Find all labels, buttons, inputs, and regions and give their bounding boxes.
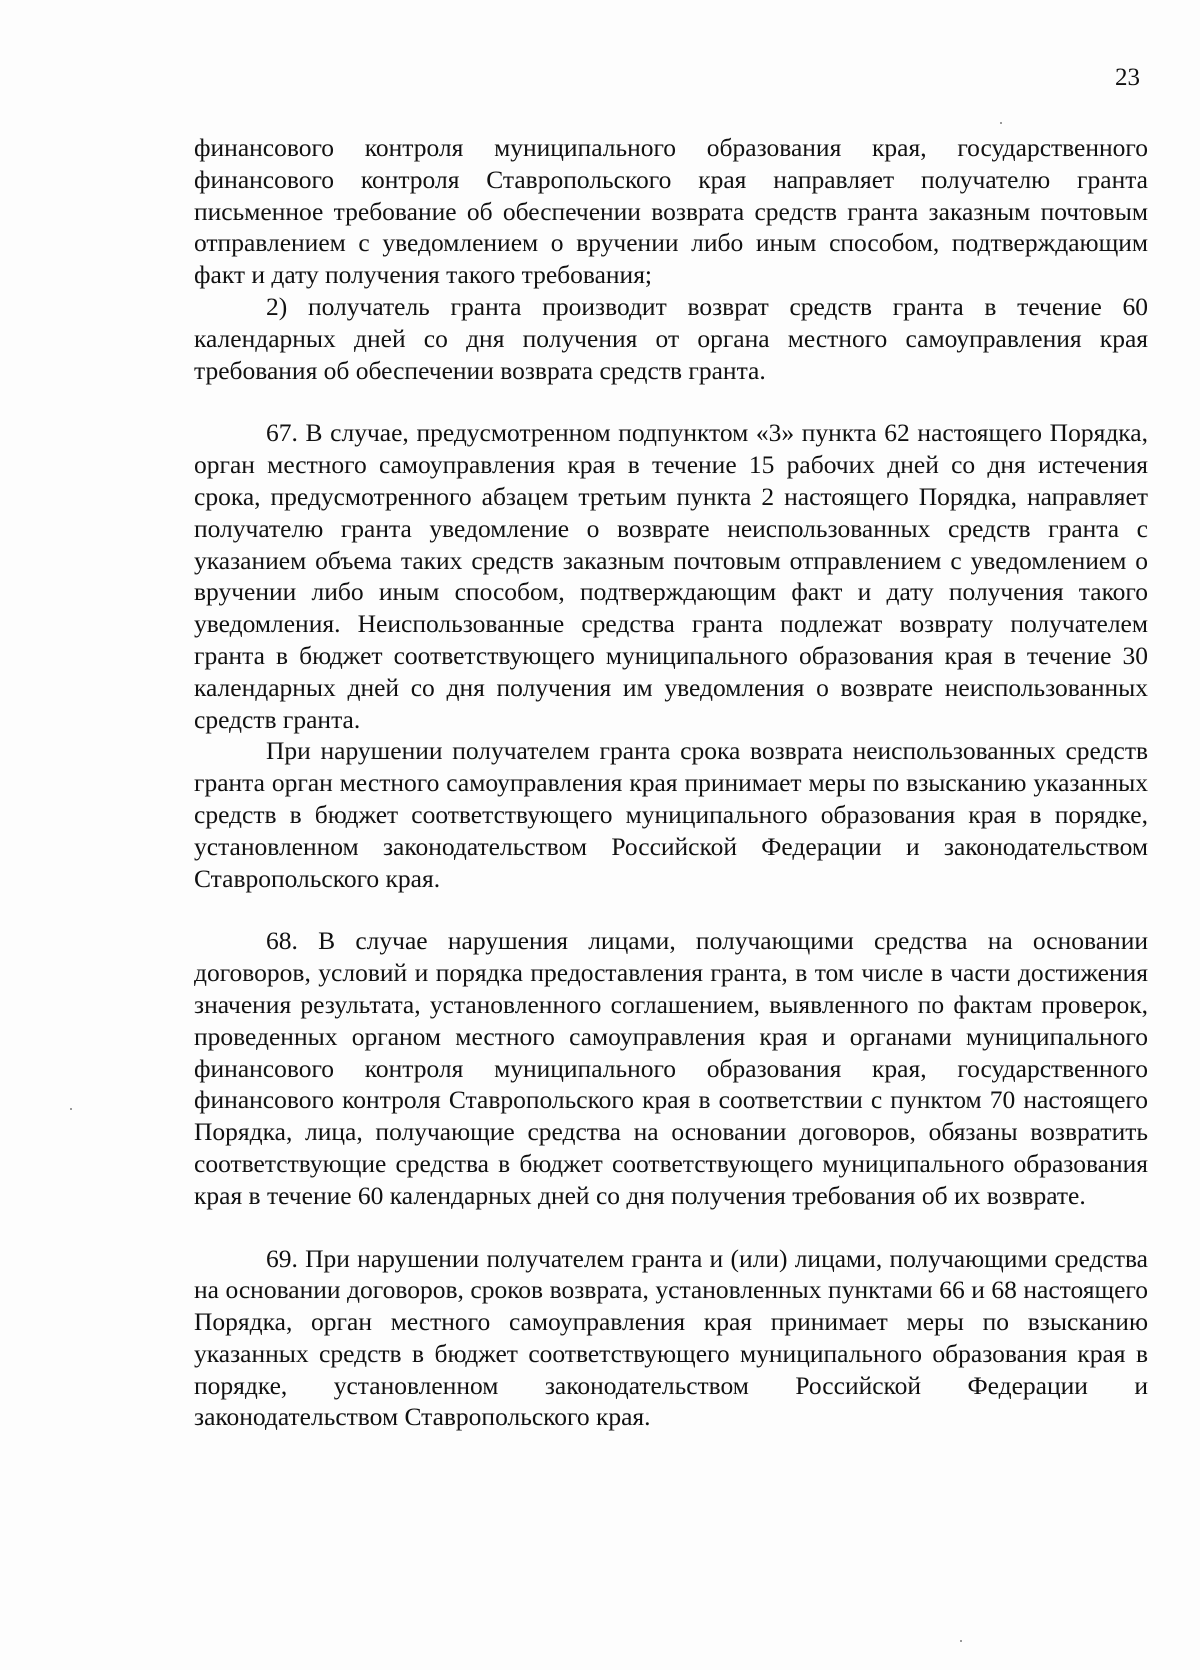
paragraph-69: 69. При нарушении получателем гранта и (или) лицами, получающими средства на основании договоров, сроков возврата, установленных пунктами 66 и 68 настоящего Порядка, орган местного самоуправления края принимает меры по взысканию указанных средств в бюджет соответствующего муниципального образования края в порядке, установленном законодательством Российской Федерации и законодательством Ставропольского края. bbox=[194, 1243, 1148, 1432]
scan-speck bbox=[70, 1108, 72, 1110]
paragraph-subitem-2: 2) получатель гранта производит возврат средств гранта в течение 60 календарных дней со дня получения от органа местного самоуправления края требования об обеспечении возврата средств гранта. bbox=[194, 291, 1148, 385]
paragraph-continuation: финансового контроля муниципального образования края, государственного финансового контроля Ставропольского края направляет получателю гранта письменное требование об обеспечении возврата средств гранта заказным почтовым отправлением с уведомлением о вручении либо иным способом, подтверждающим факт и дату получения такого требования; bbox=[194, 133, 1148, 290]
scan-speck bbox=[1000, 122, 1002, 124]
paragraph-68: 68. В случае нарушения лицами, получающими средства на основании договоров, условий и порядка предоставления гранта, в том числе в части достижения значения результата, установленного соглашением, выявленного по фактам проверок, проведенных органом местного самоуправления края и органами муниципального финансового контроля муниципального образования края, государственного финансового контроля Ставропольского края в соответствии с пунктом 70 настоящего Порядка, лица, получающие средства на основании договоров, обязаны возвратить соответствующие средства в бюджет соответствующего муниципального образования края в течение 60 календарных дней со дня получения требования об их возврате. bbox=[194, 926, 1148, 1210]
scan-speck bbox=[960, 1640, 962, 1642]
paragraph-67-violation: При нарушении получателем гранта срока возврата неиспользованных средств гранта орган местного самоуправления края принимает меры по взысканию указанных средств в бюджет соответствующего муниципального образования края в порядке, установленном законодательством Российской Федерации и законодательством Ставропольского края. bbox=[194, 736, 1148, 893]
document-body bbox=[194, 132, 1148, 1433]
paragraph-67: 67. В случае, предусмотренном подпунктом «3» пункта 62 настоящего Порядка, орган местного самоуправления края в течение 15 рабочих дней со дня истечения срока, предусмотренного абзацем третьим пункта 2 настоящего Порядка, направляет получателю гранта уведомление о возврате неиспользованных средств гранта с указанием объема таких средств заказным почтовым отправлением с уведомлением о вручении либо иным способом, подтверждающим факт и дату получения такого уведомления. Неиспользованные средства гранта подлежат возврату получателем гранта в бюджет соответствующего муниципального образования края в течение 30 календарных дней со дня получения им уведомления о возврате неиспользованных средств гранта. bbox=[194, 418, 1148, 734]
page-number: 23 bbox=[1115, 64, 1140, 91]
